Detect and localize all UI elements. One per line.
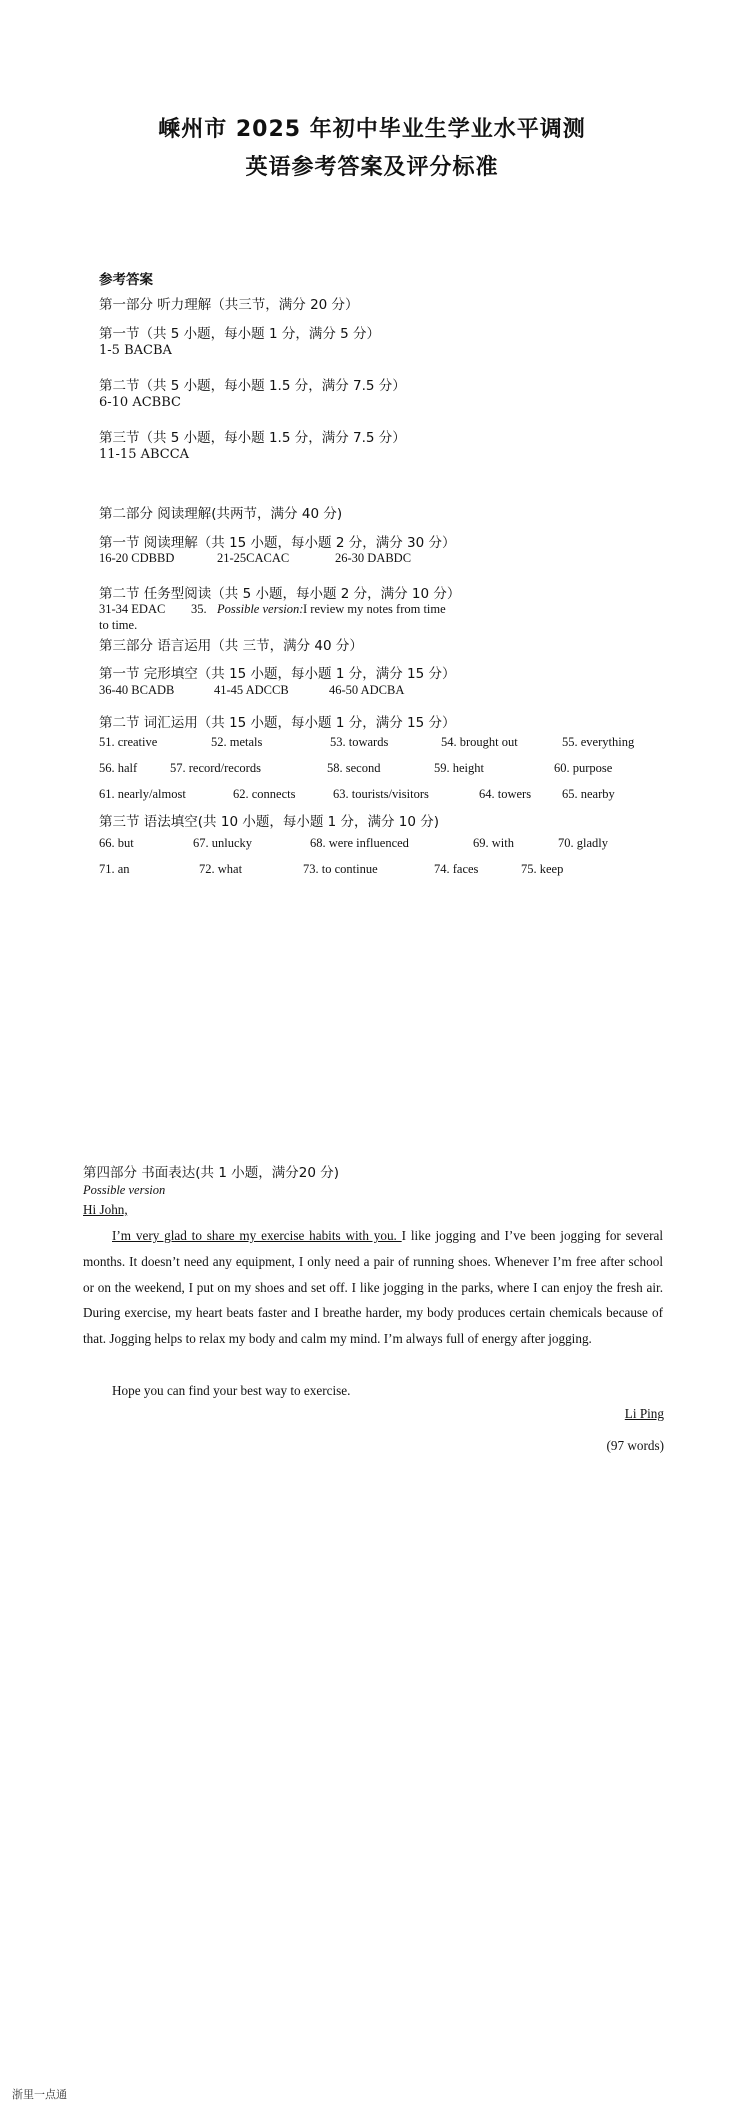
vocab-answer: 55. everything: [562, 735, 635, 749]
part3-sec1-heading: 第一节 完形填空（共 15 小题，每小题 1 分，满分 15 分）: [99, 666, 456, 682]
title-line-2: 英语参考答案及评分标准: [245, 155, 499, 180]
greeting: Hi John,: [83, 1202, 128, 1217]
footer-watermark: 浙里一点通: [12, 2088, 67, 2101]
part3-sec2-heading: 第二节 词汇运用（共 15 小题，每小题 1 分，满分 15 分）: [99, 715, 456, 731]
grammar-answer: 67. unlucky: [193, 836, 253, 850]
answer-group: 21-25CACAC: [217, 551, 290, 565]
part3-sec3-heading: 第三节 语法填空(共 10 小题，每小题 1 分，满分 10 分): [99, 814, 440, 830]
vocab-answer: 62. connects: [233, 787, 296, 801]
answer-group: 26-30 DABDC: [335, 551, 412, 565]
vocab-answer: 52. metals: [211, 735, 263, 749]
grammar-answer: 70. gladly: [558, 836, 608, 850]
vocab-answer: 64. towers: [479, 787, 532, 801]
vocab-answer: 60. purpose: [554, 761, 613, 775]
part2-heading: 第二部分 阅读理解(共两节，满分 40 分): [99, 506, 343, 522]
possible-version-text-continued: to time.: [99, 618, 138, 632]
possible-version-label: Possible version: [83, 1183, 166, 1197]
part1-heading: 第一部分 听力理解（共三节，满分 20 分）: [99, 297, 359, 313]
vocab-answer: 61. nearly/almost: [99, 787, 186, 801]
grammar-answer: 75. keep: [521, 862, 564, 876]
vocab-answer: 59. height: [434, 761, 484, 775]
essay-paragraph-1: [83, 1223, 663, 1352]
answer-group: 36-40 BCADB: [99, 683, 175, 697]
part3-heading: 第三部分 语言运用（共 三节，满分 40 分）: [99, 638, 363, 654]
vocab-answer: 57. record/records: [170, 761, 261, 775]
possible-version-text: I review my notes from time: [303, 602, 446, 616]
answer-group: 31-34 EDAC: [99, 602, 166, 616]
vocab-answer: 65. nearby: [562, 787, 615, 801]
grammar-answer: 66. but: [99, 836, 134, 850]
part2-sec1-heading: 第一节 阅读理解（共 15 小题，每小题 2 分，满分 30 分）: [99, 535, 456, 551]
signature: Li Ping: [624, 1406, 664, 1421]
grammar-answer: 74. faces: [434, 862, 479, 876]
grammar-answer: 72. what: [199, 862, 243, 876]
part1-sec2-heading: 第二节（共 5 小题，每小题 1.5 分，满分 7.5 分）: [99, 378, 406, 394]
title-line-1: 嵊州市 2025 年初中毕业生学业水平调测: [158, 117, 586, 142]
part2-sec2-heading: 第二节 任务型阅读（共 5 小题，每小题 2 分，满分 10 分）: [99, 586, 461, 602]
possible-version-label: Possible version:: [217, 602, 304, 616]
answer-group: 41-45 ADCCB: [214, 683, 289, 697]
part1-sec1-heading: 第一节（共 5 小题，每小题 1 分，满分 5 分）: [99, 326, 381, 342]
part1-sec3-heading: 第三节（共 5 小题，每小题 1.5 分，满分 7.5 分）: [99, 430, 406, 446]
vocab-answer: 53. towards: [330, 735, 389, 749]
reference-answer-label: 参考答案: [99, 272, 153, 288]
answer-group: 16-20 CDBBD: [99, 551, 175, 565]
part1-sec2-answers: 6-10 ACBBC: [99, 395, 181, 410]
vocab-answer: 58. second: [327, 761, 381, 775]
essay-paragraph-2: Hope you can find your best way to exercise.: [112, 1383, 351, 1398]
part1-sec1-answers: 1-5 BACBA: [99, 343, 172, 358]
part4-heading: 第四部分 书面表达(共 1 小题，满分20 分): [83, 1165, 339, 1181]
vocab-answer: 54. brought out: [441, 735, 518, 749]
grammar-answer: 68. were influenced: [310, 836, 409, 850]
essay-body: I like jogging and I’ve been jogging for several months. It doesn’t need any equipment, I only need a pair of running shoes. Whenever I’m free after school or on the weekend, I put on my shoes and set off. I like jogging in the parks, where I can enjoy the fresh air. During exercise, my heart beats faster and I breathe harder, my body produces certain chemicals because of that. Jogging helps to relax my body and calm my mind. I’m always full of energy after jogging.: [83, 1228, 663, 1347]
vocab-answer: 63. tourists/visitors: [333, 787, 429, 801]
part1-sec3-answers: 11-15 ABCCA: [99, 447, 190, 462]
vocab-answer: 51. creative: [99, 735, 158, 749]
grammar-answer: 71. an: [99, 862, 130, 876]
grammar-answer: 73. to continue: [303, 862, 378, 876]
answer-number: 35.: [191, 602, 207, 616]
answer-group: 46-50 ADCBA: [329, 683, 405, 697]
essay-opening-sentence: I’m very glad to share my exercise habits with you.: [112, 1228, 402, 1243]
word-count: (97 words): [606, 1438, 664, 1453]
grammar-answer: 69. with: [473, 836, 514, 850]
vocab-answer: 56. half: [99, 761, 138, 775]
